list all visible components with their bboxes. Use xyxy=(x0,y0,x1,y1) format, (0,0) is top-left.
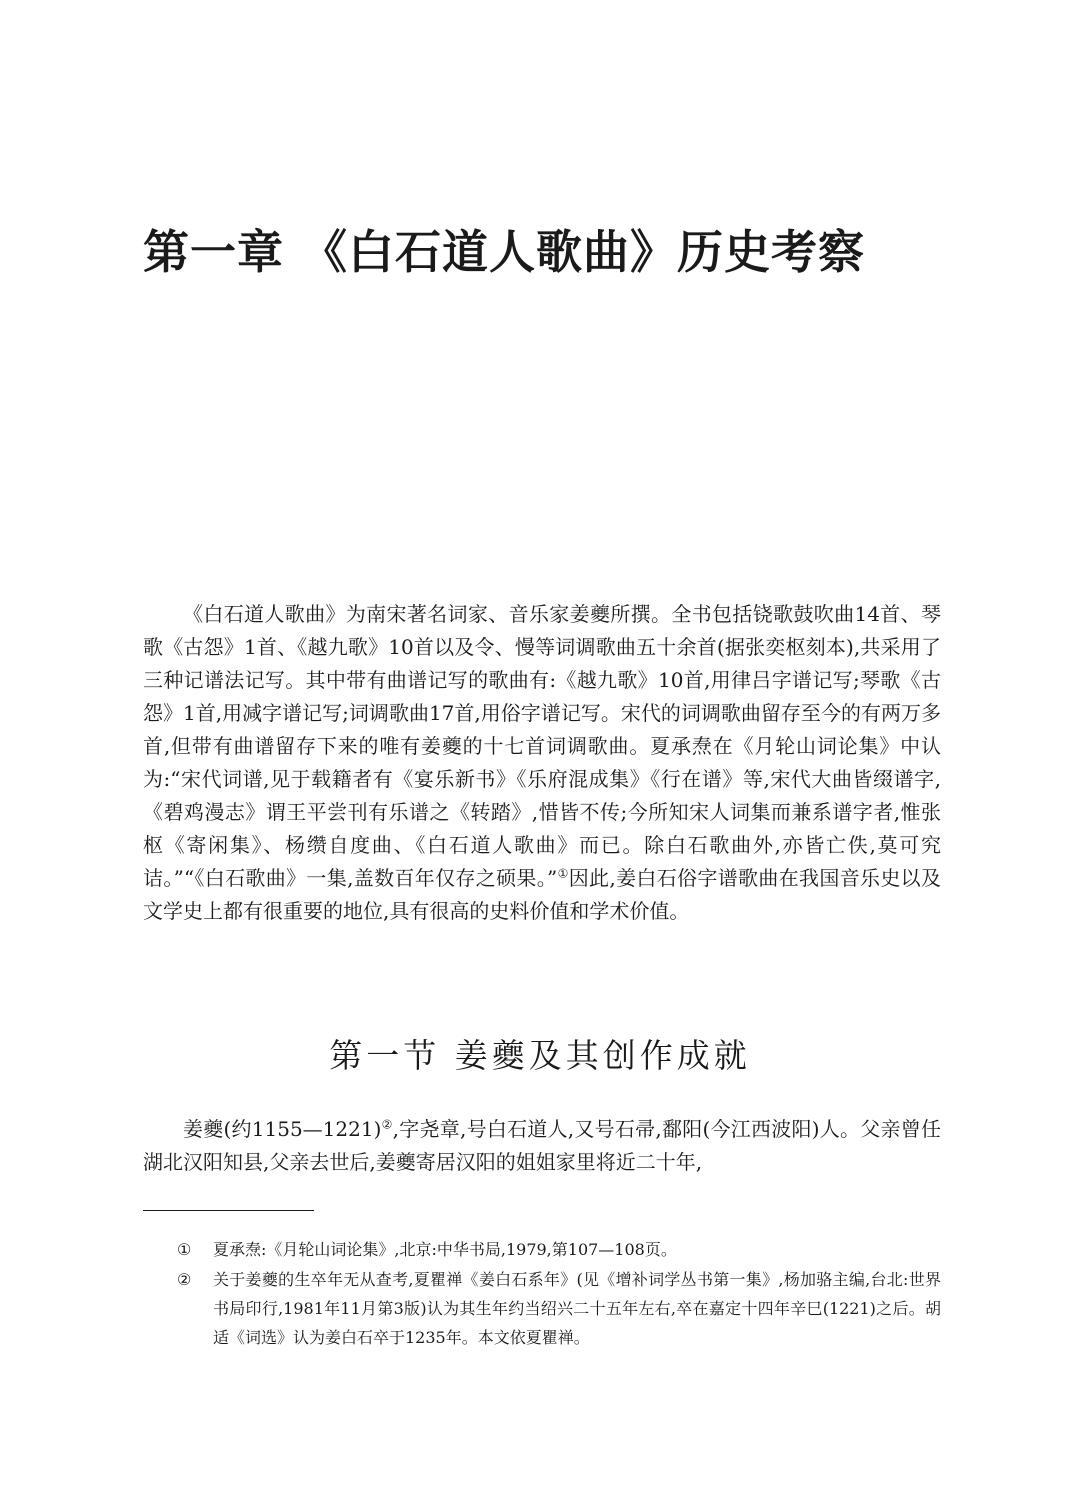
intro-paragraph-text: 《白石道人歌曲》为南宋著名词家、音乐家姜夔所撰。全书包括铙歌鼓吹曲14首、琴歌《古怨》1首、《越九歌》10首以及令、慢等词调歌曲五十余首(据张奕枢刻本),共采用了三种记谱法记写。其中带有曲谱记写的歌曲有:《越九歌》10首,用律吕字谱记写;琴歌《古怨》1首,用减字谱记写;词调歌曲17首,用俗字谱记写。宋代的词调歌曲留存至今的有两万多首,但带有曲谱留存下来的唯有姜夔的十七首词调歌曲。夏承焘在《月轮山词论集》中认为:“宋代词谱,见于载籍者有《宴乐新书》《乐府混成集》《行在谱》等,宋代大曲皆缀谱字,《碧鸡漫志》谓王平尝刊有乐谱之《转踏》,惜皆不传;今所知宋人词集而兼系谱字者,惟张枢《寄闲集》、杨缵自度曲、《白石道人歌曲》而已。除白石歌曲外,亦皆亡佚,莫可究诘。”“《白石歌曲》一集,盖数百年仅存之硕果。” xyxy=(143,602,941,890)
footnote-text: 夏承焘:《月轮山词论集》,北京:中华书局,1979,第107—108页。 xyxy=(213,1240,677,1259)
section-paragraph xyxy=(143,1113,941,1179)
chapter-title: 第一章 《白石道人歌曲》历史考察 xyxy=(143,225,866,279)
footnote-ref-2[interactable]: ② xyxy=(381,1117,393,1132)
footnote-text: 关于姜夔的生卒年无从查考,夏瞿禅《姜白石系年》(见《增补词学丛书第一集》,杨加骆主编,台北:世界书局印行,1981年11月第3版)认为其生年约当绍兴二十五年左右,卒在嘉定十四年辛巳(1221)之后。胡适《词选》认为姜白石卒于1235年。本文依夏瞿禅。 xyxy=(213,1270,941,1347)
footnote-mark: ① xyxy=(177,1240,192,1259)
footnote-2 xyxy=(143,1265,941,1352)
footnote-1 xyxy=(143,1235,941,1264)
section-title: 第一节 姜夔及其创作成就 xyxy=(329,1036,751,1075)
intro-paragraph xyxy=(143,598,941,928)
footnote-divider xyxy=(143,1210,314,1211)
footnote-ref-1[interactable]: ① xyxy=(557,866,569,881)
intro-paragraph-text-cont: 因此,姜白石俗字谱歌曲在我国音乐史以及文学史上都有很重要的地位,具有很高的史料价值和学术价值。 xyxy=(143,866,942,923)
section-paragraph-text-cont: ,字尧章,号白石道人,又号石帚,鄱阳(今江西波阳)人。父亲曾任湖北汉阳知县,父亲去世后,姜夔寄居汉阳的姐姐家里将近二十年, xyxy=(143,1117,941,1174)
section-paragraph-text: 姜夔(约1155—1221) xyxy=(183,1117,382,1141)
footnotes xyxy=(143,1235,941,1353)
footnote-mark: ② xyxy=(177,1270,192,1289)
